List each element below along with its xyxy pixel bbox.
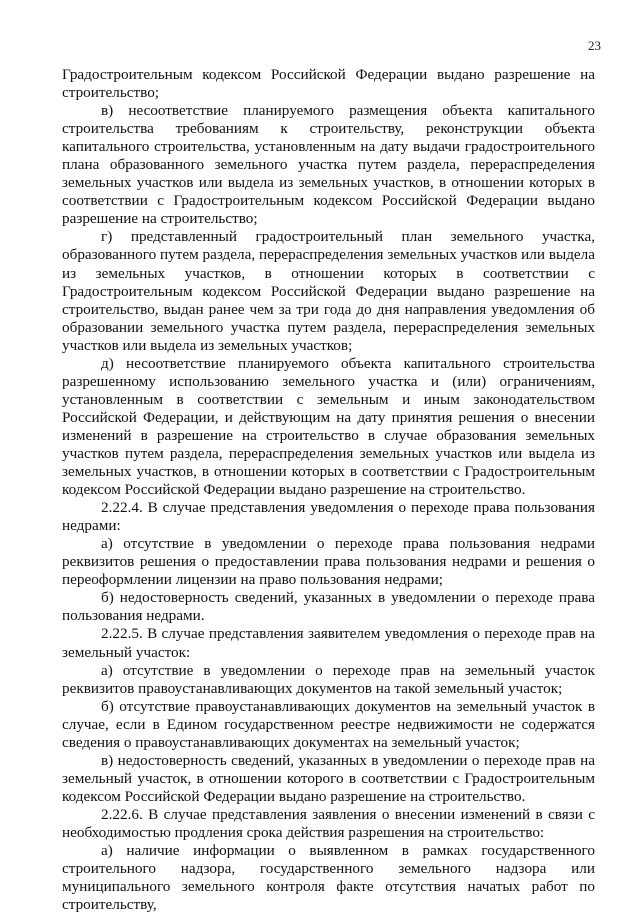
body-text bbox=[62, 66, 595, 914]
paragraph-8: 2.22.5. В случае представления заявителем уведомления о переходе прав на земельный участок: bbox=[62, 625, 595, 661]
paragraph-10: б) отсутствие правоустанавливающих документов на земельный участок в случае, если в Едином государственном реестре недвижимости не содержатся сведения о правоустанавливающих документах на земельный участок; bbox=[62, 697, 595, 751]
paragraph-2: в) несоответствие планируемого размещения объекта капитального строительства требованиям к строительству, реконструкции объекта капитального строительства, установленным на дату выдачи градостроительного плана образованного земельного участка путем раздела, перераспределения земельных участков или выдела из земельных участков, в отношении которых в соответствии с Градостроительным кодексом Российской Федерации выдано разрешение на строительство; bbox=[62, 102, 595, 228]
page-number: 23 bbox=[588, 38, 601, 53]
paragraph-4: д) несоответствие планируемого объекта капитального строительства разрешенному использованию земельного участка и (или) ограничениям, установленным в соответствии с земельным и иным законодательством Российской Федерации, и действующим на дату принятия решения о внесении изменений в разрешение на строительство в случае образования земельных участков путем раздела, перераспределения земельных участков или выдела из земельных участков, в отношении которых в соответствии с Градостроительным кодексом Российской Федерации выдано разрешение на строительство. bbox=[62, 354, 595, 499]
paragraph-5: 2.22.4. В случае представления уведомления о переходе права пользования недрами: bbox=[62, 499, 595, 535]
paragraph-6: а) отсутствие в уведомлении о переходе права пользования недрами реквизитов решения о предоставлении права пользования недрами и решения о переоформлении лицензии на право пользования недрами; bbox=[62, 535, 595, 589]
paragraph-1: Градостроительным кодексом Российской Федерации выдано разрешение на строительство; bbox=[62, 66, 595, 102]
paragraph-11: в) недостоверность сведений, указанных в уведомлении о переходе прав на земельный участок, в отношении которого в соответствии с Градостроительным кодексом Российской Федерации выдано разрешение на строительство. bbox=[62, 751, 595, 805]
paragraph-9: а) отсутствие в уведомлении о переходе прав на земельный участок реквизитов правоустанавливающих документов на такой земельный участок; bbox=[62, 661, 595, 697]
paragraph-12: 2.22.6. В случае представления заявления о внесении изменений в связи с необходимостью продления срока действия разрешения на строительство: bbox=[62, 805, 595, 841]
paragraph-13: а) наличие информации о выявленном в рамках государственного строительного надзора, государственного земельного надзора или муниципального земельного контроля факте отсутствия начатых работ по строительству, bbox=[62, 842, 595, 914]
paragraph-3: г) представленный градостроительный план земельного участка, образованного путем раздела, перераспределения земельных участков или выдела из земельных участков, в отношении которых в соответствии с Градостроительным кодексом Российской Федерации выдано разрешение на строительство, выдан ранее чем за три года до дня направления уведомления об образовании земельного участка путем раздела, перераспределения земельных участков или выдела из земельных участков; bbox=[62, 228, 595, 354]
paragraph-7: б) недостоверность сведений, указанных в уведомлении о переходе права пользования недрами. bbox=[62, 589, 595, 625]
